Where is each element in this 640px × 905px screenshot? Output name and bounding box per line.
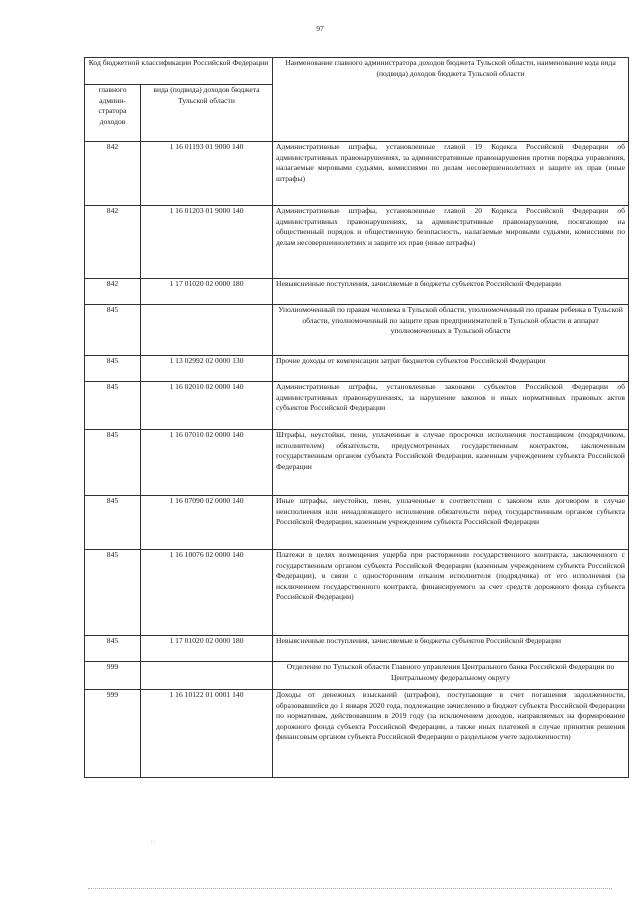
revenue-code-cell: 1 16 07090 02 0000 140 [141,496,273,550]
revenue-code-cell: 1 16 02010 02 0000 140 [141,382,273,430]
admin-code-cell: 999 [85,662,141,690]
admin-code-cell: 842 [85,206,141,279]
revenue-name-cell: Административные штрафы, установленные главой 20 Кодекса Российской Федерации об административных правонарушениях, за административные правонарушения, посягающие на общественный порядок и общественную безопасность, налагаемые мировыми судьями, комиссиями по делам несовершеннолетних и защите их прав (иные штрафы) [273,206,629,279]
revenue-name-cell: Прочие доходы от компенсации затрат бюджетов субъектов Российской Федерации [273,356,629,382]
admin-code-cell: 845 [85,382,141,430]
budget-classification-table [84,57,629,778]
revenue-code-cell: 1 16 01193 01 9000 140 [141,142,273,206]
table-row [85,430,629,496]
table-row [85,305,629,356]
revenue-code-cell: 1 16 10076 02 0000 140 [141,550,273,636]
header-code-group: Код бюджетной классификации Российской Федерации [85,58,273,85]
revenue-name-cell: Штрафы, неустойки, пени, уплаченные в случае просрочки исполнения поставщиком (подрядчиком, исполнителем) обязательств, предусмотренных государственным контрактом, заключенным государственным органом субъекта Российской Федерации, казенным учреждением субъекта Российской Федерации [273,430,629,496]
table-row [85,636,629,662]
revenue-name-cell: Платежи в целях возмещения ущерба при расторжении государственного контракта, заключенного с государственным органом субъекта Российской Федерации (казенным учреждением субъекта Российской Федерации), в связи с односторонним отказом исполнителя (подрядчика) от его исполнения (за исключением государственного контракта, финансируемого за счет средств дорожного фонда субъекта Российской Федерации) [273,550,629,636]
header-admin-col: главного админи-стратора доходов [85,85,141,142]
revenue-name-cell: Невыясненные поступления, зачисляемые в бюджеты субъектов Российской Федерации [273,279,629,305]
table-header-row [85,58,629,85]
revenue-name-cell: Административные штрафы, установленные главой 19 Кодекса Российской Федерации об административных правонарушениях, за административные правонарушения против порядка управления, налагаемые мировыми судьями, комиссиями по делам несовершеннолетних и защите их прав (иные штрафы) [273,142,629,206]
table-row [85,279,629,305]
administrator-name-cell: Отделение по Тульской области Главного управления Центрального банка Российской Федерации по Центральному федеральному округу [273,662,629,690]
revenue-code-cell: 1 16 07010 02 0000 140 [141,430,273,496]
table-row [85,356,629,382]
admin-code-cell: 845 [85,496,141,550]
revenue-name-cell: Невыясненные поступления, зачисляемые в бюджеты субъектов Российской Федерации [273,636,629,662]
admin-code-cell: 842 [85,142,141,206]
header-name-group: Наименование главного администратора доходов бюджета Тульской области, наименование кода вида (подвида) доходов бюджета Тульской области [273,58,629,142]
revenue-code-cell: 1 16 10122 01 0001 140 [141,690,273,778]
admin-code-cell: 999 [85,690,141,778]
scan-artifact-mark: . . [151,838,156,844]
header-code-col: вида (подвида) доходов бюджета Тульской области [141,85,273,142]
table-row [85,496,629,550]
revenue-code-cell [141,305,273,356]
table-row [85,382,629,430]
revenue-code-cell: 1 17 01020 02 0000 180 [141,279,273,305]
administrator-name-cell: Уполномоченный по правам человека в Тульской области, уполномоченный по правам ребенка в Тульской области, уполномоченный по защите прав предпринимателей в Тульской области и аппарат уполномоченных в Тульской области [273,305,629,356]
revenue-code-cell: 1 16 01203 01 9000 140 [141,206,273,279]
table-row [85,550,629,636]
table-row [85,662,629,690]
table-row [85,142,629,206]
revenue-name-cell: Доходы от денежных взысканий (штрафов), поступающие в счет погашения задолженности, образовавшейся до 1 января 2020 года, подлежащие зачислению в бюджет субъекта Российской Федерации по нормативам, действовавшим в 2019 году (за исключением доходов, направляемых на формирование дорожного фонда субъекта Российской Федерации, а также иных платежей в случае принятия решения финансовым органом субъекта Российской Федерации о раздельном учете задолженности) [273,690,629,778]
revenue-code-cell: 1 17 01020 02 0000 180 [141,636,273,662]
revenue-code-cell: 1 13 02992 02 0000 130 [141,356,273,382]
scan-artifact-line [88,888,612,889]
admin-code-cell: 845 [85,356,141,382]
table-row [85,690,629,778]
page-number: 97 [316,24,324,33]
admin-code-cell: 845 [85,305,141,356]
admin-code-cell: 845 [85,430,141,496]
revenue-name-cell: Административные штрафы, установленные законами субъектов Российской Федерации об административных правонарушениях, за нарушение законов и иных нормативных правовых актов субъектов Российской Федерации [273,382,629,430]
revenue-name-cell: Иные штрафы, неустойки, пени, уплаченные в соответствии с законом или договором в случае неисполнения или ненадлежащего исполнения обязательств перед государственным органом субъекта Российской Федерации, казенным учреждением субъекта Российской Федерации [273,496,629,550]
admin-code-cell: 845 [85,636,141,662]
revenue-code-cell [141,662,273,690]
table-row [85,206,629,279]
admin-code-cell: 842 [85,279,141,305]
admin-code-cell: 845 [85,550,141,636]
